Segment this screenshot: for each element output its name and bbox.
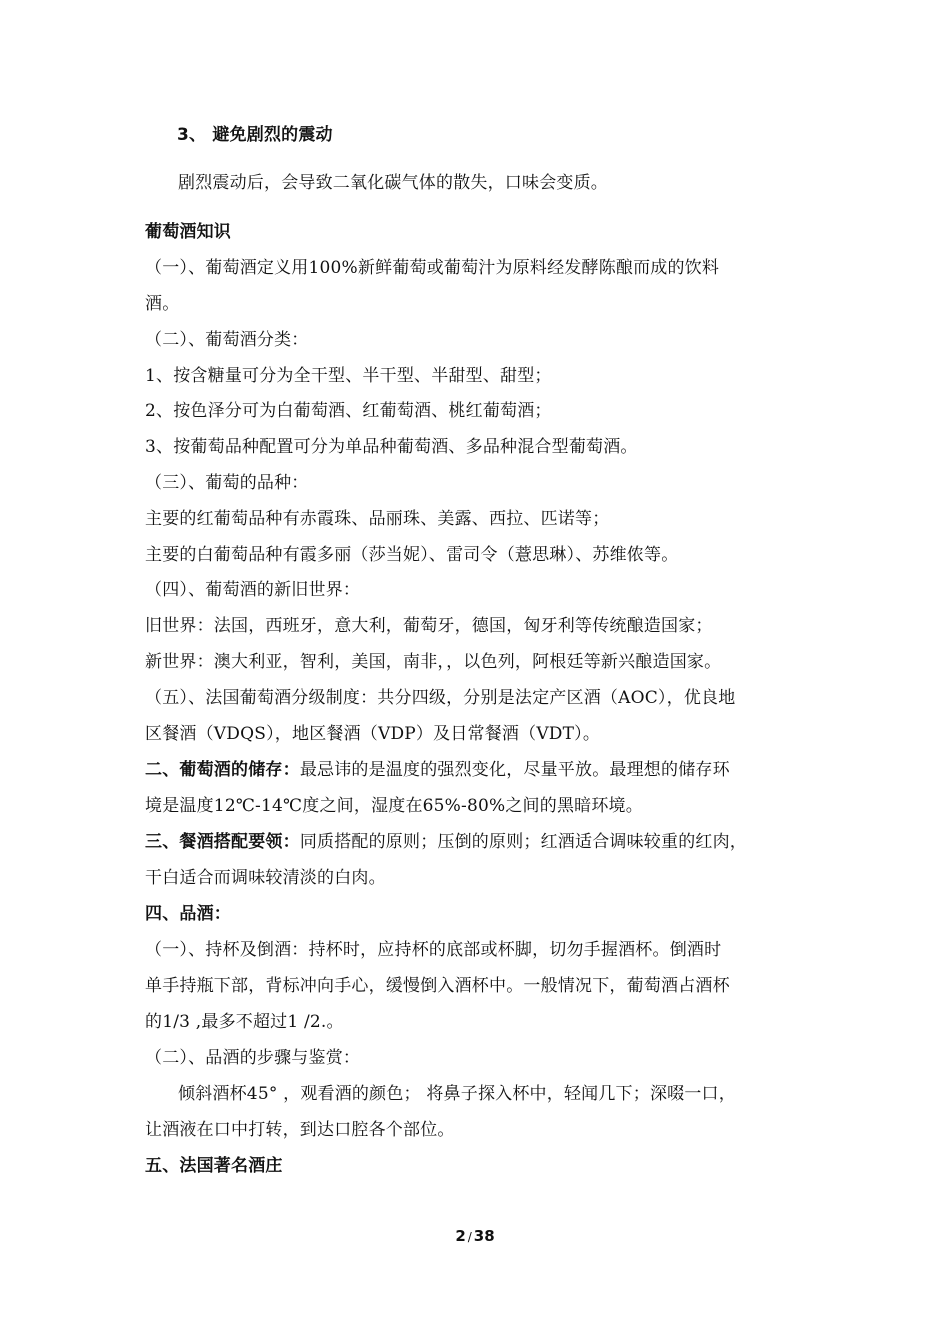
pairing-text: 同质搭配的原则；压倒的原则；红酒适合调味较重的红肉， [299, 832, 748, 852]
pairing-line-2: 干白适合而调味较清淡的白肉。 [145, 868, 386, 888]
french-grading-line-2: 区餐酒（VDQS），地区餐酒（VDP）及日常餐酒（VDT）。 [145, 724, 601, 744]
definition-line-1: （一）、葡萄酒定义用100%新鲜葡萄或葡萄汁为原料经发酵陈酿而成的饮料 [145, 258, 720, 278]
page-separator: / [467, 1230, 472, 1244]
section-title-wine-knowledge: 葡萄酒知识 [145, 222, 231, 242]
hold-pour-line-1: （一）、持杯及倒酒：持杯时，应持杯的底部或杯脚，切勿手握酒杯。倒酒时 [145, 940, 722, 960]
french-estates-heading: 五、法国著名酒庄 [145, 1156, 283, 1176]
tasting-steps-line-1: 倾斜酒杯45° ，观看酒的颜色； 将鼻子探入杯中，轻闻几下；深啜一口， [178, 1084, 736, 1104]
hold-pour-line-2: 单手持瓶下部，背标冲向手心，缓慢倒入酒杯中。一般情况下，葡萄酒占酒杯 [145, 976, 730, 996]
grape-variety-white: 主要的白葡萄品种有霞多丽（莎当妮）、雷司令（薏思琳）、苏维侬等。 [145, 545, 679, 565]
storage-label: 二、葡萄酒的储存： [145, 760, 300, 780]
grape-variety-red: 主要的红葡萄品种有赤霞珠、品丽珠、美露、西拉、匹诺等； [145, 509, 610, 529]
subheading-avoid-vibration: 3、 避免剧烈的震动 [177, 125, 333, 145]
page-current: 2 [455, 1227, 466, 1245]
wine-world-old: 旧世界：法国，西班牙，意大利，葡萄牙，德国，匈牙利等传统酿造国家； [145, 616, 713, 636]
classification-heading: （二）、葡萄酒分类： [145, 330, 309, 350]
storage-line-1 [145, 759, 810, 781]
storage-text: 最忌讳的是温度的强烈变化，尽量平放。最理想的储存环 [299, 760, 730, 780]
tasting-steps-line-2: 让酒液在口中打转，到达口腔各个部位。 [145, 1120, 455, 1140]
classification-item-color: 2、按色泽分可为白葡萄酒、红葡萄酒、桃红葡萄酒； [145, 401, 552, 421]
definition-line-2: 酒。 [145, 294, 180, 314]
paragraph-vibration-effect: 剧烈震动后，会导致二氧化碳气体的散失，口味会变质。 [178, 173, 608, 193]
tasting-steps-heading: （二）、品酒的步骤与鉴赏： [145, 1048, 361, 1068]
wine-world-new: 新世界：澳大利亚，智利，美国，南非，，以色列，阿根廷等新兴酿造国家。 [145, 652, 722, 672]
classification-item-variety: 3、按葡萄品种配置可分为单品种葡萄酒、多品种混合型葡萄酒。 [145, 437, 638, 457]
grape-variety-heading: （三）、葡萄的品种： [145, 473, 309, 493]
classification-item-sugar: 1、按含糖量可分为全干型、半干型、半甜型、甜型； [145, 366, 552, 386]
pairing-line-1 [145, 831, 810, 853]
wine-world-heading: （四）、葡萄酒的新旧世界： [145, 580, 361, 600]
french-grading-line-1: （五）、法国葡萄酒分级制度：共分四级，分别是法定产区酒（AOC），优良地 [145, 688, 736, 708]
page-number [0, 1226, 950, 1247]
page-total: 38 [473, 1227, 495, 1245]
pairing-label: 三、餐酒搭配要领： [145, 832, 300, 852]
tasting-heading: 四、品酒： [145, 904, 231, 924]
hold-pour-line-3: 的1/3 ,最多不超过1 /2.。 [145, 1012, 344, 1032]
storage-line-2: 境是温度12℃-14℃度之间，湿度在65%-80%之间的黑暗环境。 [145, 796, 643, 816]
